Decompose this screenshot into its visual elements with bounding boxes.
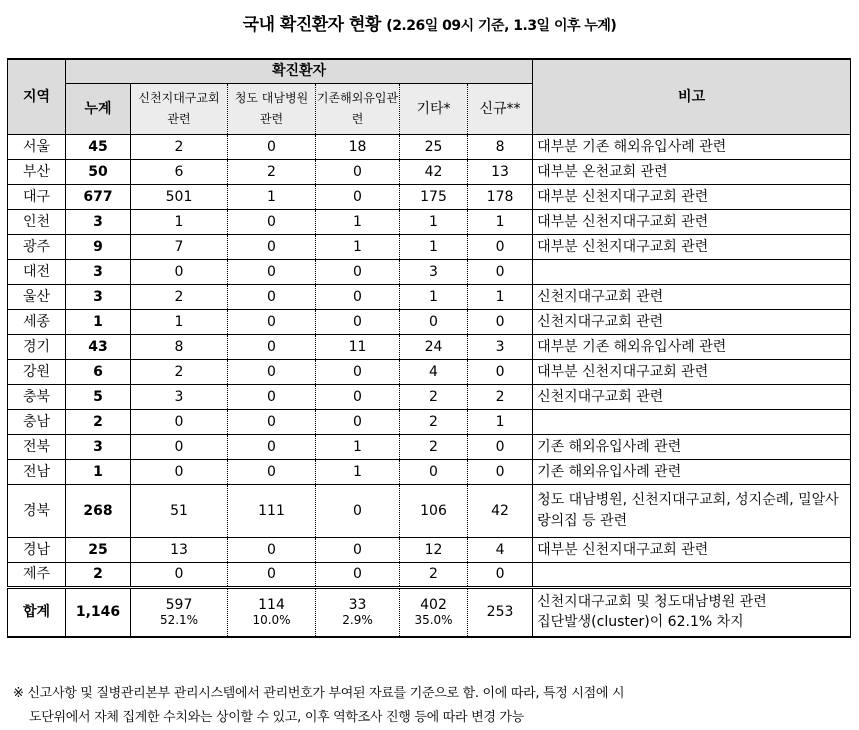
cell-cheongdo: 0 [228, 562, 316, 587]
cell-total: 3 [66, 209, 131, 234]
cell-other: 1 [400, 209, 468, 234]
cell-total: 3 [66, 284, 131, 309]
table-row [8, 334, 851, 359]
sum-other: 402 [420, 597, 447, 614]
cell-note: 신천지대구교회 관련 [533, 384, 851, 409]
cell-region: 전남 [8, 459, 66, 484]
cell-new: 42 [468, 484, 533, 537]
sum-cheongdo-cell [228, 587, 316, 637]
cell-cheongdo: 0 [228, 459, 316, 484]
cell-region: 광주 [8, 234, 66, 259]
cell-shincheonji: 8 [131, 334, 228, 359]
cell-total: 2 [66, 562, 131, 587]
cell-imported: 11 [316, 334, 400, 359]
cell-new: 0 [468, 234, 533, 259]
sum-shincheonji-pct: 52.1% [159, 613, 199, 628]
cell-total: 5 [66, 384, 131, 409]
cell-shincheonji: 0 [131, 409, 228, 434]
cell-cheongdo: 1 [228, 184, 316, 209]
cell-imported: 0 [316, 184, 400, 209]
cell-cheongdo: 0 [228, 259, 316, 284]
cell-other: 2 [400, 562, 468, 587]
cell-note: 대부분 신천지대구교회 관련 [533, 209, 851, 234]
cell-region: 울산 [8, 284, 66, 309]
sum-total: 1,146 [66, 587, 131, 637]
cell-imported: 1 [316, 234, 400, 259]
cell-cheongdo: 0 [228, 409, 316, 434]
cell-other: 12 [400, 537, 468, 562]
cell-note [533, 259, 851, 284]
cell-shincheonji: 2 [131, 134, 228, 159]
cell-region: 대구 [8, 184, 66, 209]
cell-imported: 0 [316, 384, 400, 409]
sum-cheongdo-pct: 10.0% [252, 613, 291, 628]
cell-total: 677 [66, 184, 131, 209]
cell-other: 4 [400, 359, 468, 384]
sum-imported-pct: 2.9% [342, 613, 373, 628]
table-row [8, 409, 851, 434]
sum-note-line1: 신천지대구교회 및 청도대남병원 관련 [537, 594, 767, 611]
cell-other: 2 [400, 409, 468, 434]
cell-note: 기존 해외유입사례 관련 [533, 434, 851, 459]
cell-other: 1 [400, 234, 468, 259]
cell-note: 청도 대남병원, 신천지대구교회, 성지순례, 밀알사랑의집 등 관련 [533, 484, 851, 537]
cell-new: 3 [468, 334, 533, 359]
cell-other: 42 [400, 159, 468, 184]
cell-new: 0 [468, 562, 533, 587]
cell-other: 0 [400, 459, 468, 484]
cell-shincheonji: 13 [131, 537, 228, 562]
sum-note-cell [533, 587, 851, 637]
table-body [8, 134, 851, 637]
header-new: 신규** [468, 83, 533, 134]
sum-cheongdo: 114 [258, 597, 285, 614]
cell-region: 세종 [8, 309, 66, 334]
cell-new: 1 [468, 409, 533, 434]
cell-total: 2 [66, 409, 131, 434]
cell-region: 제주 [8, 562, 66, 587]
cell-note: 대부분 신천지대구교회 관련 [533, 359, 851, 384]
cell-new: 4 [468, 537, 533, 562]
cell-note: 대부분 신천지대구교회 관련 [533, 234, 851, 259]
cell-imported: 0 [316, 562, 400, 587]
header-region: 지역 [8, 59, 66, 134]
cell-other: 106 [400, 484, 468, 537]
cell-imported: 18 [316, 134, 400, 159]
cell-shincheonji: 0 [131, 259, 228, 284]
cell-note: 신천지대구교회 관련 [533, 309, 851, 334]
cell-shincheonji: 7 [131, 234, 228, 259]
cell-total: 25 [66, 537, 131, 562]
cell-shincheonji: 2 [131, 359, 228, 384]
table-row [8, 484, 851, 537]
cell-new: 1 [468, 284, 533, 309]
cell-total: 9 [66, 234, 131, 259]
cell-region: 서울 [8, 134, 66, 159]
cell-region: 충남 [8, 409, 66, 434]
cell-other: 3 [400, 259, 468, 284]
cell-new: 0 [468, 309, 533, 334]
footnote-line2: 도단위에서 자체 집계한 수치와는 상이할 수 있고, 이후 역학조사 진행 등에 따라 변경 가능 [29, 710, 524, 725]
cell-shincheonji: 6 [131, 159, 228, 184]
cell-imported: 0 [316, 409, 400, 434]
table-row [8, 259, 851, 284]
cell-cheongdo: 0 [228, 234, 316, 259]
cell-imported: 1 [316, 459, 400, 484]
table-row [8, 284, 851, 309]
cell-other: 24 [400, 334, 468, 359]
sum-other-cell [400, 587, 468, 637]
sum-row [8, 587, 851, 637]
cell-total: 3 [66, 434, 131, 459]
table-row [8, 459, 851, 484]
cell-other: 175 [400, 184, 468, 209]
sum-shincheonji-cell [131, 587, 228, 637]
cell-other: 25 [400, 134, 468, 159]
table-row [8, 309, 851, 334]
cell-shincheonji: 3 [131, 384, 228, 409]
cell-cheongdo: 111 [228, 484, 316, 537]
cell-cheongdo: 0 [228, 537, 316, 562]
cell-imported: 0 [316, 159, 400, 184]
cell-total: 50 [66, 159, 131, 184]
cell-total: 268 [66, 484, 131, 537]
sum-region: 합계 [8, 587, 66, 637]
cell-note: 대부분 기존 해외유입사례 관련 [533, 134, 851, 159]
sum-new: 253 [468, 587, 533, 637]
cell-new: 8 [468, 134, 533, 159]
cell-shincheonji: 1 [131, 309, 228, 334]
header-imported: 기존해외유입관련 [316, 83, 400, 134]
cell-shincheonji: 0 [131, 562, 228, 587]
cell-other: 0 [400, 309, 468, 334]
table-row [8, 562, 851, 587]
cell-total: 45 [66, 134, 131, 159]
cell-new: 2 [468, 384, 533, 409]
cell-region: 경기 [8, 334, 66, 359]
cell-other: 2 [400, 384, 468, 409]
cell-note: 대부분 기존 해외유입사례 관련 [533, 334, 851, 359]
cell-note [533, 409, 851, 434]
cell-note: 대부분 신천지대구교회 관련 [533, 184, 851, 209]
cell-total: 6 [66, 359, 131, 384]
cell-region: 인천 [8, 209, 66, 234]
cell-cheongdo: 0 [228, 284, 316, 309]
cell-new: 0 [468, 359, 533, 384]
cell-imported: 1 [316, 209, 400, 234]
cell-cheongdo: 0 [228, 134, 316, 159]
cell-region: 강원 [8, 359, 66, 384]
cell-new: 0 [468, 459, 533, 484]
cell-cheongdo: 0 [228, 209, 316, 234]
footnote [13, 682, 848, 730]
cell-other: 1 [400, 284, 468, 309]
cell-other: 2 [400, 434, 468, 459]
table-row [8, 234, 851, 259]
table-row [8, 434, 851, 459]
cell-note: 기존 해외유입사례 관련 [533, 459, 851, 484]
cell-cheongdo: 2 [228, 159, 316, 184]
cell-imported: 0 [316, 537, 400, 562]
header-note: 비고 [533, 59, 851, 134]
cell-shincheonji: 0 [131, 434, 228, 459]
cell-shincheonji: 2 [131, 284, 228, 309]
table-row [8, 209, 851, 234]
cell-new: 13 [468, 159, 533, 184]
table-row [8, 384, 851, 409]
cell-shincheonji: 501 [131, 184, 228, 209]
cell-cheongdo: 0 [228, 309, 316, 334]
cell-region: 부산 [8, 159, 66, 184]
header-cheongdo: 청도 대남병원 관련 [228, 83, 316, 134]
cell-note: 대부분 신천지대구교회 관련 [533, 537, 851, 562]
header-confirmed: 확진환자 [66, 59, 533, 83]
sum-imported: 33 [348, 597, 367, 614]
cell-region: 경북 [8, 484, 66, 537]
cell-imported: 0 [316, 259, 400, 284]
cell-note [533, 562, 851, 587]
table-row [8, 537, 851, 562]
title-subtitle: (2.26일 09시 기준, 1.3일 이후 누계) [386, 18, 617, 34]
sum-other-pct: 35.0% [414, 613, 453, 628]
cell-imported: 0 [316, 309, 400, 334]
title-text: 국내 확진환자 현황 [242, 15, 381, 35]
cell-note: 신천지대구교회 관련 [533, 284, 851, 309]
cell-new: 178 [468, 184, 533, 209]
cell-cheongdo: 0 [228, 434, 316, 459]
cell-region: 경남 [8, 537, 66, 562]
cell-imported: 0 [316, 284, 400, 309]
cell-region: 전북 [8, 434, 66, 459]
cell-total: 3 [66, 259, 131, 284]
cell-cheongdo: 0 [228, 334, 316, 359]
page-title [0, 10, 859, 35]
confirmed-cases-table [7, 58, 851, 638]
cell-shincheonji: 51 [131, 484, 228, 537]
cell-cheongdo: 0 [228, 359, 316, 384]
cell-imported: 1 [316, 434, 400, 459]
cell-total: 1 [66, 459, 131, 484]
cell-cheongdo: 0 [228, 384, 316, 409]
table-row [8, 184, 851, 209]
sum-note-line2: 집단발생(cluster)이 62.1% 차지 [537, 614, 744, 631]
cell-region: 충북 [8, 384, 66, 409]
table-row [8, 359, 851, 384]
cell-new: 0 [468, 434, 533, 459]
cell-total: 43 [66, 334, 131, 359]
table-row [8, 134, 851, 159]
cell-note: 대부분 온천교회 관련 [533, 159, 851, 184]
cell-region: 대전 [8, 259, 66, 284]
header-other: 기타* [400, 83, 468, 134]
footnote-line1: ※ 신고사항 및 질병관리본부 관리시스템에서 관리번호가 부여된 자료를 기준으로 함. 이에 따라, 특정 시점에 시 [13, 686, 625, 701]
sum-imported-cell [316, 587, 400, 637]
cell-imported: 0 [316, 359, 400, 384]
cell-new: 0 [468, 259, 533, 284]
header-shincheonji: 신천지대구교회 관련 [131, 83, 228, 134]
cell-new: 1 [468, 209, 533, 234]
header-total: 누계 [66, 83, 131, 134]
cell-shincheonji: 0 [131, 459, 228, 484]
cell-total: 1 [66, 309, 131, 334]
cell-imported: 0 [316, 484, 400, 537]
sum-shincheonji: 597 [165, 597, 193, 614]
table-row [8, 159, 851, 184]
cell-shincheonji: 1 [131, 209, 228, 234]
